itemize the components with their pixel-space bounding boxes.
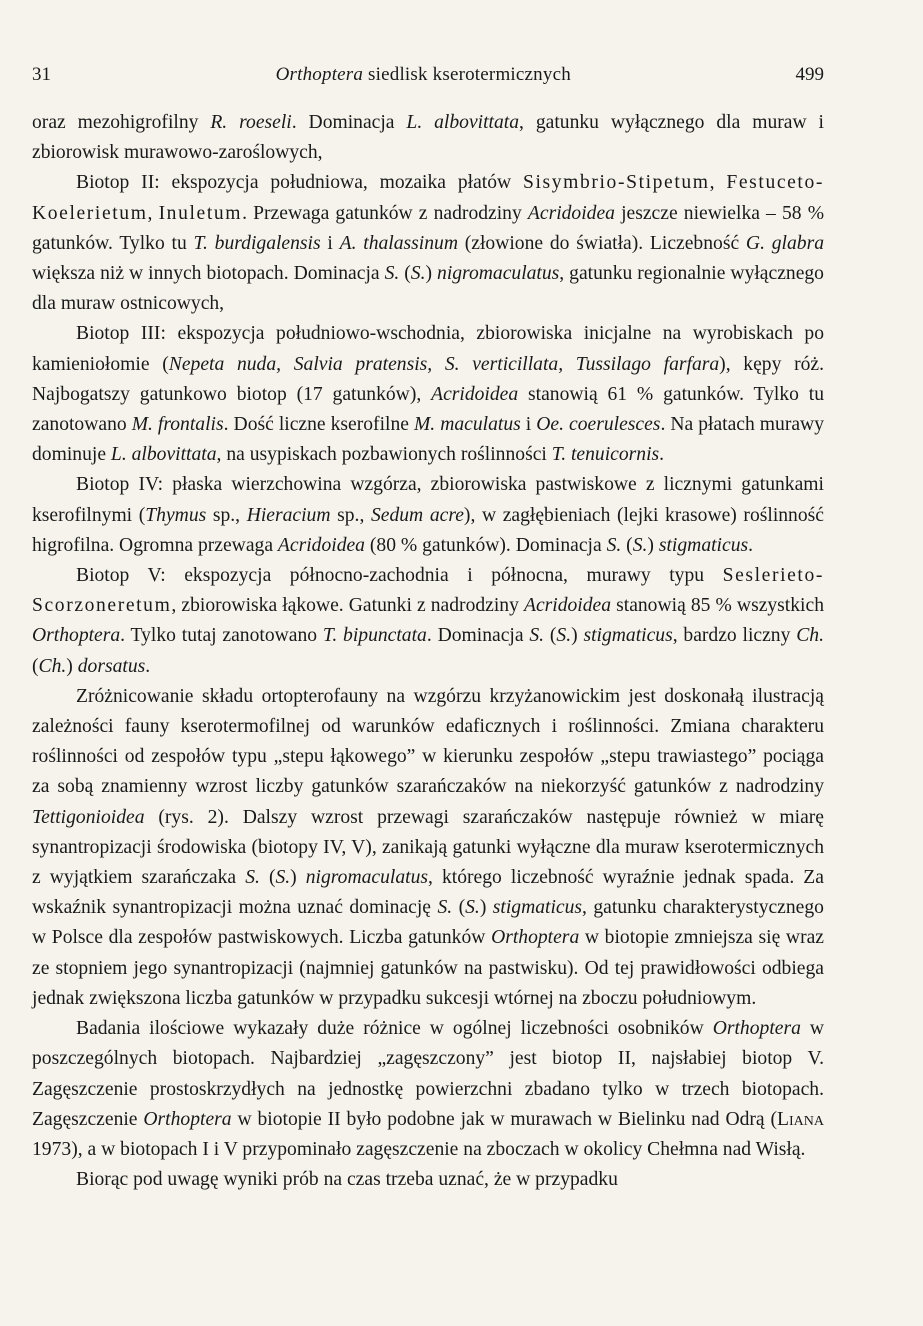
running-title-italic: Orthoptera [275, 64, 364, 85]
text-run: ( [399, 263, 411, 285]
text-run: Zróżnicowanie składu ortopterofauny na wzgórzu krzyżanowickim jest doskonałą ilustracją zależności fauny kserotermofilnej od warunków edaficznych i roślinności. Zmiana charakteru roślinności od zespołów typu „stepu łąkowego” w kierunku zespołów „stepu trawiastego” pociąga za sobą znamienny wzrost liczby gatunków szarańczaków na niekorzyść gatunków z nadrodziny [32, 685, 824, 798]
text-run: (rys. 2). Dalszy wzrost przewagi szarańczaków następuje również w miarę synantropizacji środowiska (biotopy IV, V), zanikają gatunki wyłączne dla muraw kserotermicznych z wyjątkiem szarańczaka [32, 806, 824, 889]
text-run: Biotop II: ekspozycja południowa, mozaika płatów [76, 172, 523, 194]
running-title-rest: siedlisk kserotermicznych [363, 64, 571, 85]
italic-text: stigmaticus [583, 625, 673, 647]
paragraph [32, 1014, 824, 1165]
text-run: . Tylko tutaj zanotowano [120, 625, 323, 647]
text-run: (80 % gatunków). Dominacja [364, 534, 607, 556]
italic-text: stigmaticus [492, 897, 583, 919]
text-run: , bardzo liczny [672, 625, 797, 647]
italic-text: Orthoptera [143, 1108, 232, 1130]
text-run: ) [571, 625, 584, 647]
italic-text: Acridoidea [431, 383, 519, 405]
italic-text: Tettigonioidea [32, 806, 145, 828]
running-header [32, 64, 824, 94]
text-run: . [748, 534, 754, 556]
text-run: ( [259, 867, 276, 889]
text-run: Biorąc pod uwagę wyniki prób na czas trzeba uznać, że w przypadku [76, 1169, 618, 1191]
text-run: ) [66, 655, 78, 677]
spaced-text: Sisymbrio-Stipetum [522, 172, 710, 194]
text-run: ) [479, 897, 493, 919]
text-run: Badania ilościowe wykazały duże różnice w ogólnej liczebności osobników [76, 1018, 713, 1040]
text-run: większa niż w innych biotopach. Dominacja [32, 263, 385, 285]
paragraph [32, 168, 824, 319]
text-run: , zbiorowiska łąkowe. Gatunki z nadrodziny [171, 595, 524, 617]
paragraph [32, 561, 824, 682]
paragraph [32, 319, 824, 470]
italic-text: L. albovittata [110, 444, 217, 466]
text-run: Biotop V: ekspozycja północno-zachodnia i północna, murawy typu [76, 565, 723, 587]
text-run: stanowią 61 % gatunków. Tylko tu zanotowano [32, 383, 824, 436]
text-run: ( [452, 897, 466, 919]
text-run: . Przewaga gatunków z nadrodziny [242, 202, 528, 224]
text-run: 1973), a w biotopach I i V przypominało zagęszczenie na zboczach w okolicy Chełmna nad Wisłą. [32, 1138, 806, 1160]
italic-text: Sedum acre [370, 504, 464, 526]
italic-text: S. [410, 263, 426, 285]
text-run: , gatunku wyłącznego dla muraw i zbiorowisk murawowo-zaroślowych, [32, 112, 824, 164]
spaced-text: Seslerieto-Scorzoneretum [32, 565, 824, 617]
text-run: , gatunku regionalnie wyłącznego dla muraw ostnicowych, [32, 263, 824, 315]
text-run: , [147, 202, 159, 224]
italic-text: Orthoptera [712, 1018, 801, 1040]
text-run: Biotop III: ekspozycja południowo-wschodnia, zbiorowiska inicjalne na wyrobiskach po kamieniołomie ( [32, 323, 824, 375]
text-run: jeszcze niewielka – 58 % gatunków. Tylko tu [32, 202, 825, 254]
italic-text: Acridoidea [523, 595, 612, 617]
text-run: . Dość liczne kserofilne [223, 414, 414, 436]
italic-text: dorsatus [77, 655, 146, 677]
text-run: sp., [206, 504, 247, 526]
italic-text: S. [245, 867, 260, 889]
text-run: . Dominacja [291, 112, 407, 133]
text-run: w biotopie zmniejsza się wraz ze stopniem jego synantropizacji (najmniej gatunków na pastwisku). Od tej prawidłowości odbiega jednak zwiększona liczba gatunków w przypadku sukcesji wtórnej na zboczu południowym. [32, 927, 824, 1009]
italic-text: S. [606, 534, 622, 556]
italic-text: nigromaculatus [305, 867, 429, 889]
italic-text: S. [556, 625, 572, 647]
italic-text: R. roeseli [210, 112, 292, 133]
text-run: i [520, 414, 537, 436]
text-run: ( [32, 655, 39, 677]
italic-text: Nepeta nuda, Salvia pratensis, S. verticillata, Tussilago farfara [168, 353, 720, 375]
spaced-text: Inuletum [158, 202, 243, 224]
text-run: , na usypiskach pozbawionych roślinności [216, 444, 552, 466]
italic-text: Acridoidea [277, 534, 365, 556]
paragraph [32, 470, 824, 561]
text-run: (złowione do światła). Liczebność [457, 232, 746, 254]
text-run: i [320, 232, 340, 254]
italic-text: Thymus [145, 504, 207, 526]
italic-text: Acridoidea [527, 202, 615, 224]
text-run: w poszczególnych biotopach. Najbardziej „zagęszczony” jest biotop II, najsłabiej biotop V. Zagęszczenie prostoskrzydłych na jednostkę powierzchni zbadano tylko w trzech biotopach. Zagęszczenie [32, 1018, 824, 1130]
text-run: . [659, 444, 665, 466]
text-run: ), kępy róż. Najbogatszy gatunkowo biotop (17 gatunków), [32, 353, 824, 405]
italic-text: M. frontalis [131, 414, 224, 436]
italic-text: Ch. [796, 625, 824, 647]
text-run: . Dominacja [426, 625, 530, 647]
article-body [32, 108, 824, 1195]
text-run: ) [647, 534, 659, 556]
text-run: , gatunku charakterystycznego w Polsce dla zespołów pastwiskowych. Liczba gatunków [32, 897, 824, 949]
italic-text: G. glabra [745, 232, 824, 254]
page-number-right: 499 [795, 64, 824, 85]
text-run: ( [621, 534, 633, 556]
italic-text: Orthoptera [491, 927, 580, 949]
italic-text: stigmaticus [658, 534, 749, 556]
spaced-text: Festuceto-Koelerietum [32, 172, 824, 224]
page-number-left: 31 [32, 64, 51, 85]
text-run: ) [425, 263, 438, 285]
italic-text: T. burdigalensis [193, 232, 321, 254]
italic-text: Oe. coerulesces [536, 414, 661, 436]
text-run: oraz mezohigrofilny [32, 112, 211, 133]
paragraph [32, 682, 824, 1014]
text-run: ) [290, 867, 306, 889]
text-run: ( [544, 625, 557, 647]
text-run: sp., [330, 504, 371, 526]
small-caps-text: Liana [777, 1108, 824, 1130]
text-run: , [709, 172, 727, 194]
italic-text: Hieracium [246, 504, 331, 526]
italic-text: S. [529, 625, 545, 647]
italic-text: Orthoptera [32, 625, 121, 647]
italic-text: S. [465, 897, 480, 919]
italic-text: L. albovittata [406, 112, 520, 133]
italic-text: nigromaculatus [437, 263, 560, 285]
italic-text: T. tenuicornis [551, 444, 660, 466]
text-run: w biotopie II było podobne jak w murawach w Bielinku nad Odrą ( [231, 1108, 778, 1130]
page [32, 64, 824, 1195]
italic-text: T. bipunctata [322, 625, 427, 647]
italic-text: A. thalassinum [339, 232, 458, 254]
text-run: . Na płatach murawy dominuje [32, 414, 825, 466]
text-run: Biotop IV: płaska wierzchowina wzgórza, zbiorowiska pastwiskowe z licznymi gatunkami kserofilnymi ( [32, 474, 824, 526]
text-run: ), w zagłębieniach (lejki krasowe) roślinność higrofilna. Ogromna przewaga [32, 504, 824, 556]
paragraph [32, 108, 824, 168]
text-run: , którego liczebność wyraźnie jednak spada. Za wskaźnik synantropizacji można uznać dominację [32, 867, 824, 919]
paragraph [32, 1165, 824, 1195]
italic-text: S. [275, 867, 291, 889]
italic-text: S. [437, 897, 453, 919]
italic-text: S. [632, 534, 648, 556]
italic-text: Ch. [38, 655, 67, 677]
text-run: stanowią 85 % wszystkich [611, 595, 824, 617]
text-run: . [145, 655, 151, 677]
italic-text: S. [384, 263, 400, 285]
running-title [51, 64, 796, 86]
italic-text: M. maculatus [413, 414, 521, 436]
